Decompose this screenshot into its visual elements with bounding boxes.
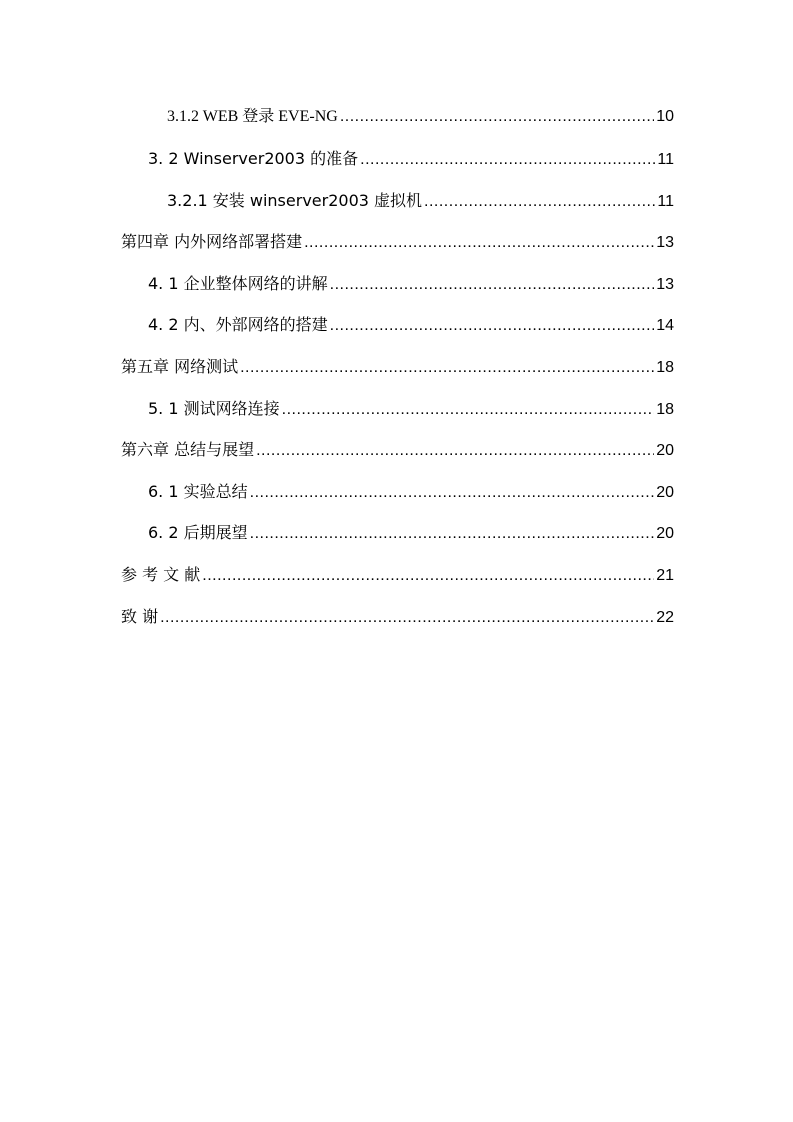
- toc-entry-4-1: [148, 272, 674, 296]
- toc-page-number: 11: [657, 151, 674, 168]
- toc-dot-leader: [340, 105, 654, 129]
- toc-dot-leader: [304, 231, 654, 255]
- toc-entry-title: 5. 1 测试网络连接: [148, 399, 280, 418]
- toc-page-number: 11: [657, 193, 674, 210]
- toc-page-number: 20: [656, 525, 674, 542]
- toc-entry-4-2: [148, 313, 674, 337]
- toc-page-number: 10: [656, 108, 674, 125]
- toc-entry-5-1: [148, 397, 674, 421]
- toc-page-number: 20: [656, 442, 674, 459]
- toc-entry-3-2-1: [167, 189, 674, 213]
- toc-dot-leader: [282, 398, 655, 422]
- toc-dot-leader: [330, 314, 655, 338]
- toc-entry-title: 6. 1 实验总结: [148, 482, 248, 501]
- toc-entry-3-1-2: [167, 105, 674, 129]
- toc-entry-title: 3.2.1 安装 winserver2003 虚拟机: [167, 191, 423, 210]
- toc-entry-title: 6. 2 后期展望: [148, 523, 248, 542]
- toc-dot-leader: [240, 356, 654, 380]
- toc-entry-3-2: [148, 147, 674, 171]
- toc-entry-title: 4. 1 企业整体网络的讲解: [148, 274, 328, 293]
- toc-entry-references: [121, 563, 674, 587]
- toc-entry-title: 第五章 网络测试: [121, 357, 239, 376]
- toc-page-number: 13: [656, 234, 674, 251]
- toc-entry-title: 第四章 内外网络部署搭建: [121, 232, 303, 251]
- toc-entry-6-2: [148, 521, 674, 545]
- toc-entry-chapter-4: [121, 230, 674, 254]
- toc-dot-leader: [250, 522, 655, 546]
- toc-entry-chapter-6: [121, 438, 674, 462]
- toc-entry-title: 第六章 总结与展望: [121, 440, 255, 459]
- toc-entry-6-1: [148, 480, 674, 504]
- toc-page-number: 22: [656, 609, 674, 626]
- toc-entry-chapter-5: [121, 355, 674, 379]
- toc-entry-title: 4. 2 内、外部网络的搭建: [148, 315, 328, 334]
- toc-dot-leader: [160, 606, 654, 630]
- toc-dot-leader: [330, 273, 655, 297]
- toc-page-number: 18: [656, 359, 674, 376]
- toc-page-number: 14: [656, 317, 674, 334]
- toc-dot-leader: [256, 439, 654, 463]
- toc-entry-title: 3.1.2 WEB 登录 EVE-NG: [167, 108, 338, 125]
- toc-entry-title: 致 谢: [121, 607, 159, 626]
- toc-entry-title: 3. 2 Winserver2003 的准备: [148, 149, 359, 168]
- toc-entry-acknowledgements: [121, 605, 674, 629]
- toc-dot-leader: [250, 481, 655, 505]
- toc-dot-leader: [360, 148, 655, 172]
- toc-page-number: 20: [656, 484, 674, 501]
- toc-dot-leader: [202, 564, 654, 588]
- toc-dot-leader: [424, 190, 655, 214]
- toc-page-number: 18: [656, 401, 674, 418]
- toc-page-number: 21: [656, 567, 674, 584]
- toc-entry-title: 参 考 文 献: [121, 565, 201, 584]
- toc-page-number: 13: [656, 276, 674, 293]
